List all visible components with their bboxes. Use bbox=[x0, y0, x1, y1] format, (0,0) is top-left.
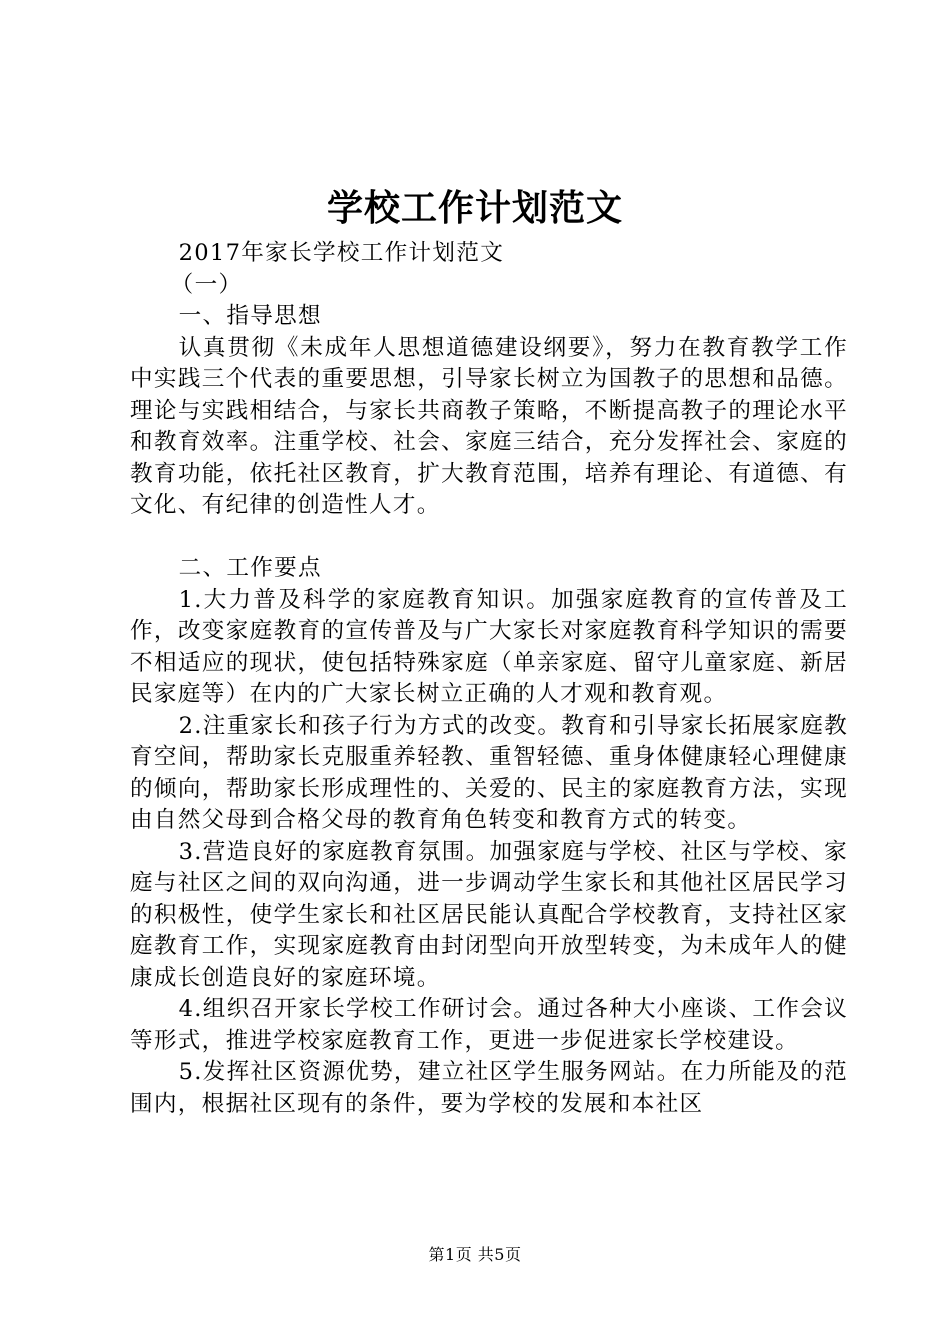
document-subtitle: 2017年家长学校工作计划范文 bbox=[178, 240, 505, 266]
work-point-1: 1.大力普及科学的家庭教育知识。加强家庭教育的宣传普及工作，改变家庭教育的宣传普及与广大家长对家庭教育科学知识的需要不相适应的现状，使包括特殊家庭（单亲家庭、留守儿童家庭、新居民家庭等）在内的广大家长树立正确的人才观和教育观。 bbox=[130, 586, 848, 707]
paragraph-guiding-ideology: 认真贯彻《未成年人思想道德建设纲要》，努力在教育教学工作中实践三个代表的重要思想，引导家长树立为国教子的思想和品德。理论与实践相结合，与家长共商教子策略，不断提高教子的理论水平和教育效率。注重学校、社会、家庭三结合，充分发挥社会、家庭的教育功能，依托社区教育，扩大教育范围，培养有理论、有道德、有文化、有纪律的创造性人才。 bbox=[130, 334, 848, 518]
page-footer: 第1页 共5页 bbox=[428, 1245, 522, 1264]
work-point-2: 2.注重家长和孩子行为方式的改变。教育和引导家长拓展家庭教育空间，帮助家长克服重养轻教、重智轻德、重身体健康轻心理健康的倾向，帮助家长形成理性的、关爱的、民主的家庭教育方法，实现由自然父母到合格父母的教育角色转变和教育方式的转变。 bbox=[130, 712, 848, 833]
section-number: （一） bbox=[170, 271, 243, 298]
section-heading-guiding-ideology: 一、指导思想 bbox=[178, 303, 322, 329]
work-point-5: 5.发挥社区资源优势，建立社区学生服务网站。在力所能及的范围内，根据社区现有的条件，要为学校的发展和本社区 bbox=[130, 1059, 848, 1117]
paragraph-spacer bbox=[130, 522, 848, 554]
document-body bbox=[130, 238, 848, 1120]
work-point-4: 4.组织召开家长学校工作研讨会。通过各种大小座谈、工作会议等形式，推进学校家庭教育工作，更进一步促进家长学校建设。 bbox=[130, 996, 848, 1054]
work-point-3: 3.营造良好的家庭教育氛围。加强家庭与学校、社区与学校、家庭与社区之间的双向沟通，进一步调动学生家长和其他社区居民学习的积极性，使学生家长和社区居民能认真配合学校教育，支持社区家庭教育工作，实现家庭教育由封闭型向开放型转变，为未成年人的健康成长创造良好的家庭环境。 bbox=[130, 838, 848, 991]
section-heading-work-points: 二、工作要点 bbox=[178, 555, 322, 581]
document-title: 学校工作计划范文 bbox=[326, 187, 623, 229]
